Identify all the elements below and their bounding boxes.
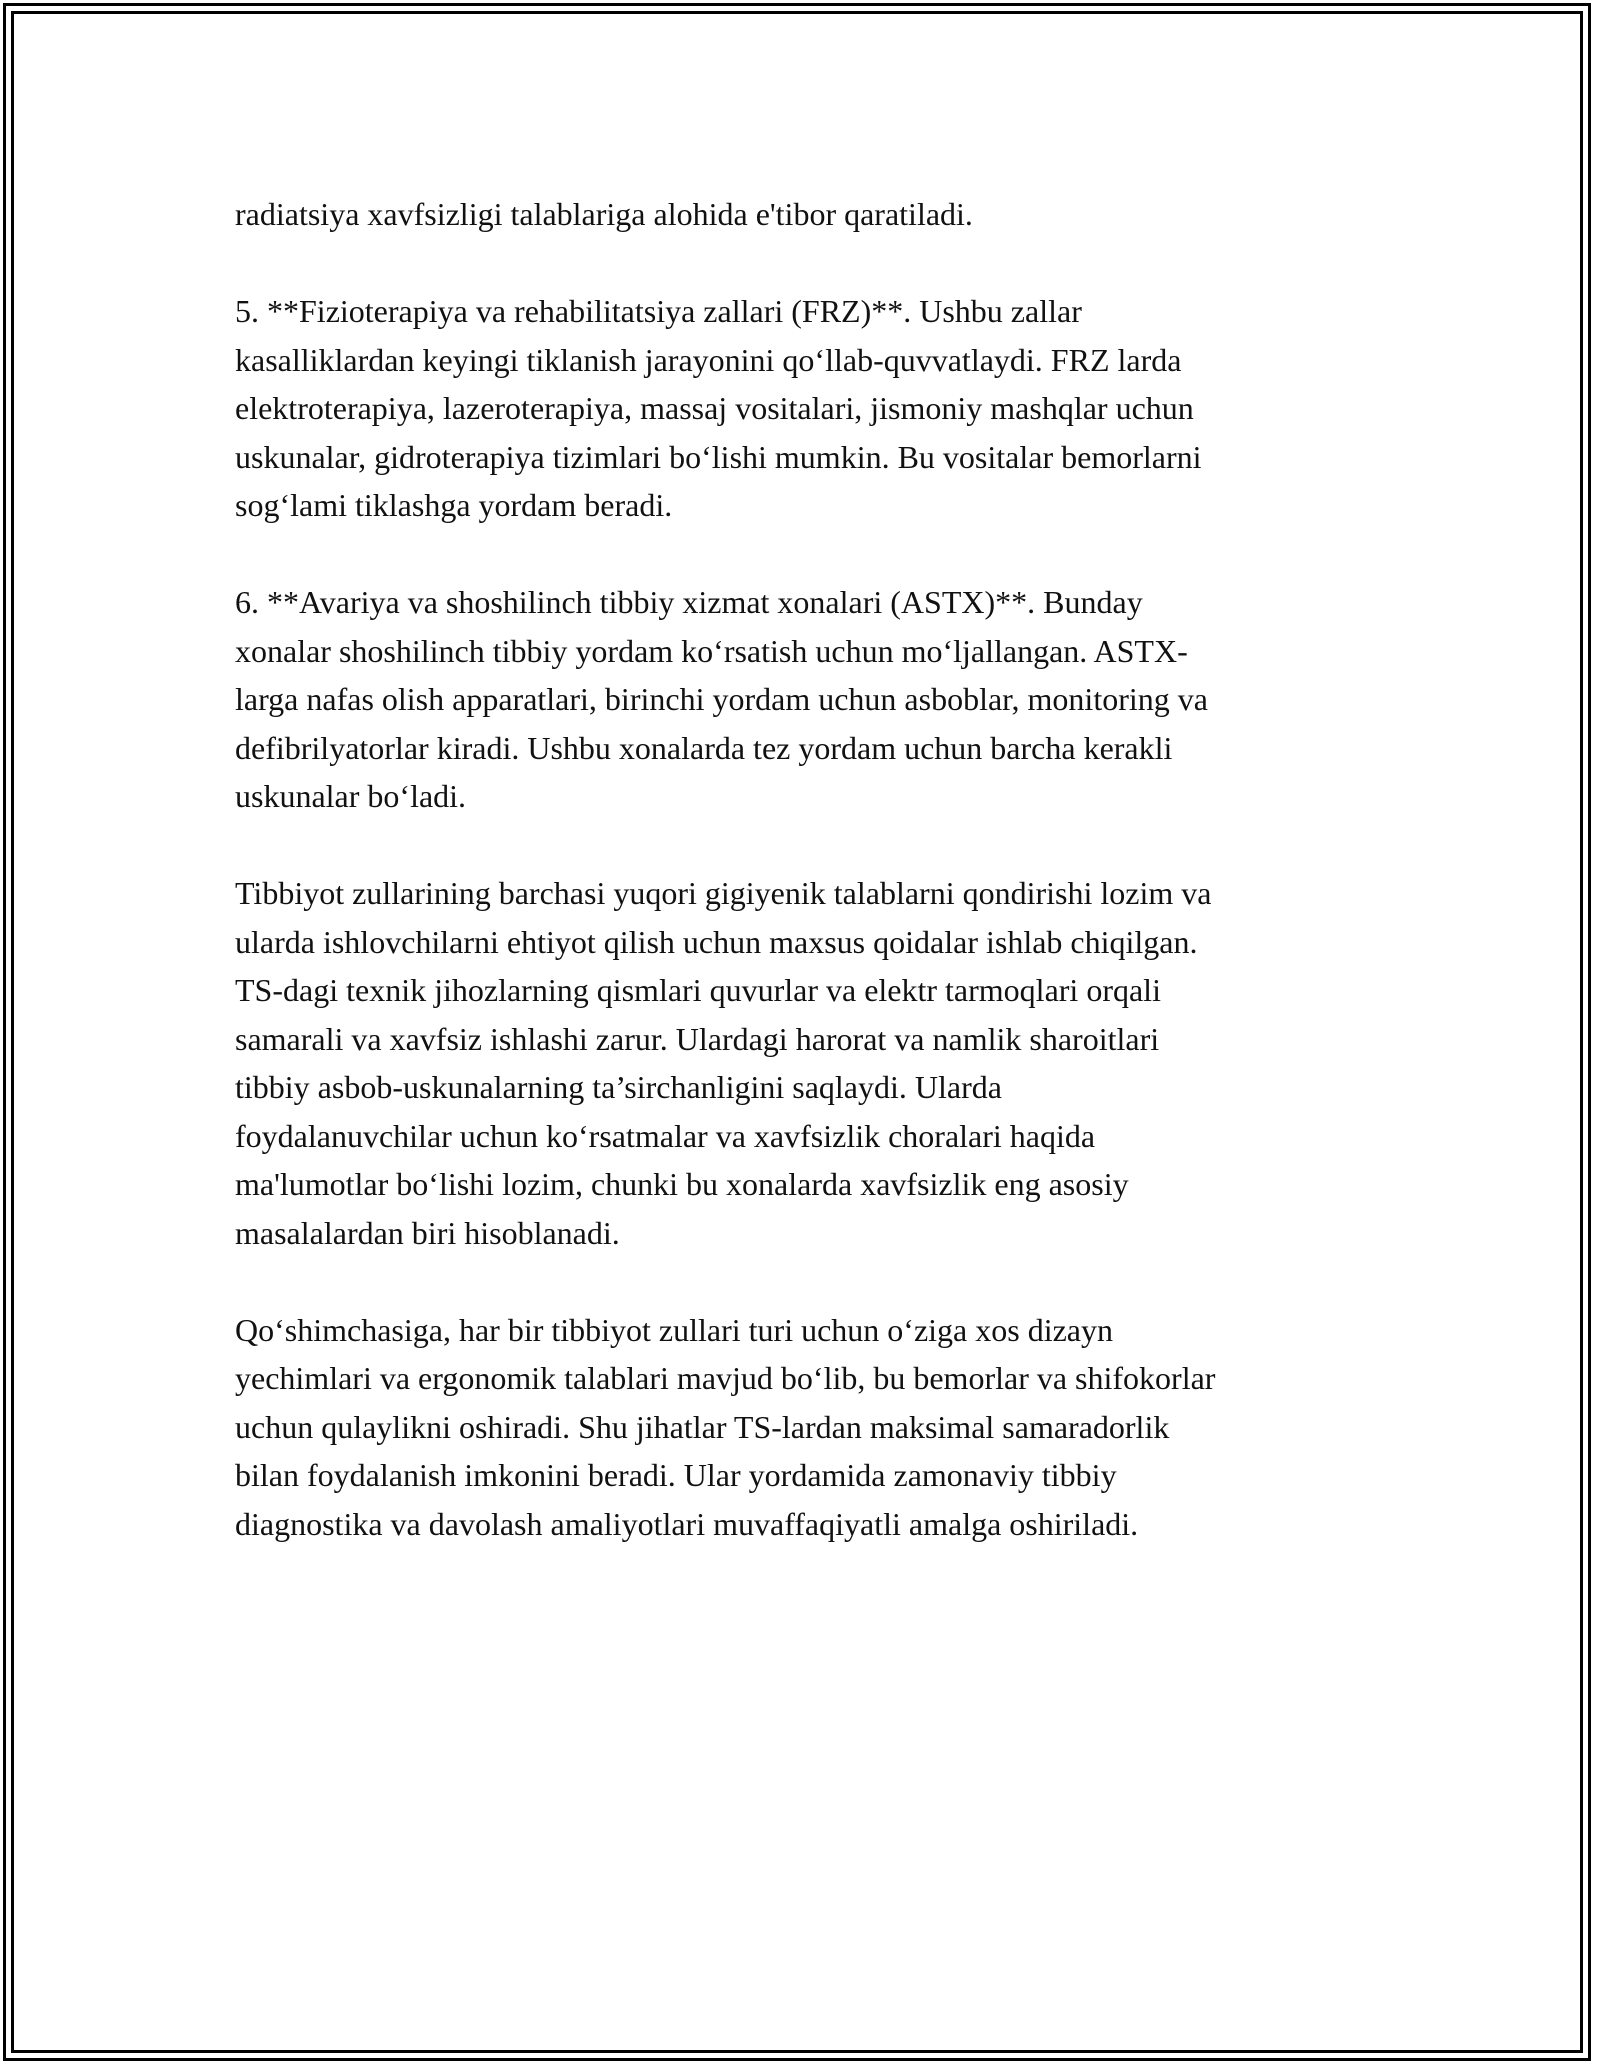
paragraph-emergency-rooms — [235, 578, 1375, 821]
text-line: ma'lumotlar bo‘lishi lozim, chunki bu xonalarda xavfsizlik eng asosiy — [235, 1166, 1129, 1202]
text-line: uskunalar, gidroterapiya tizimlari bo‘lishi mumkin. Bu vositalar bemorlarni — [235, 438, 1202, 475]
text-line: radiatsiya xavfsizligi talablariga alohida e'tibor qaratiladi. — [235, 196, 973, 232]
text-line: elektroterapiya, lazeroterapiya, massaj vositalari, jismoniy mashqlar uchun — [235, 390, 1194, 426]
text-line: diagnostika va davolash amaliyotlari muvaffaqiyatli amalga oshiriladi. — [235, 1505, 1139, 1542]
paragraph-radiation-safety — [235, 190, 1375, 239]
text-line: ularda ishlovchilarni ehtiyot qilish uchun maxsus qoidalar ishlab chiqilgan. — [235, 923, 1198, 960]
text-line: masalalardan biri hisoblanadi. — [235, 1214, 620, 1251]
text-line: larga nafas olish apparatlari, birinchi yordam uchun asboblar, monitoring va — [235, 681, 1208, 717]
text-line: defibrilyatorlar kiradi. Ushbu xonalarda tez yordam uchun barcha kerakli — [235, 729, 1173, 766]
text-line: sog‘lami tiklashga yordam beradi. — [235, 487, 673, 523]
text-line: TS-dagi texnik jihozlarning qismlari quvurlar va elektr tarmoqlari orqali — [235, 972, 1161, 1008]
paragraph-physiotherapy-halls — [235, 287, 1375, 530]
text-line: Qo‘shimchasiga, har bir tibbiyot zullari turi uchun o‘ziga xos dizayn — [235, 1311, 1113, 1348]
text-line: 6. **Avariya va shoshilinch tibbiy xizmat xonalari (ASTX)**. Bunday — [235, 584, 1143, 620]
paragraph-design-ergonomics — [235, 1306, 1375, 1549]
text-line: tibbiy asbob-uskunalarning ta’sirchanligini saqlaydi. Ularda — [235, 1069, 1002, 1105]
text-line: bilan foydalanish imkonini beradi. Ular yordamida zamonaviy tibbiy — [235, 1457, 1117, 1493]
text-line: foydalanuvchilar uchun ko‘rsatmalar va xavfsizlik choralari haqida — [235, 1117, 1096, 1154]
text-line: kasalliklardan keyingi tiklanish jarayonini qo‘llab-quvvatlaydi. FRZ larda — [235, 341, 1182, 378]
text-line: Tibbiyot zullarining barchasi yuqori gigiyenik talablarni qondirishi lozim va — [235, 875, 1212, 911]
paragraph-hygiene-requirements — [235, 869, 1375, 1257]
text-line: yechimlari va ergonomik talablari mavjud bo‘lib, bu bemorlar va shifokorlar — [235, 1360, 1216, 1396]
text-line: uskunalar bo‘ladi. — [235, 778, 467, 814]
document-body — [235, 190, 1375, 1597]
text-line: xonalar shoshilinch tibbiy yordam ko‘rsatish uchun mo‘ljallangan. ASTX- — [235, 632, 1188, 669]
text-line: 5. **Fizioterapiya va rehabilitatsiya zallari (FRZ)**. Ushbu zallar — [235, 293, 1082, 329]
text-line: uchun qulaylikni oshiradi. Shu jihatlar TS-lardan maksimal samaradorlik — [235, 1408, 1170, 1445]
text-line: samarali va xavfsiz ishlashi zarur. Ulardagi harorat va namlik sharoitlari — [235, 1020, 1160, 1057]
